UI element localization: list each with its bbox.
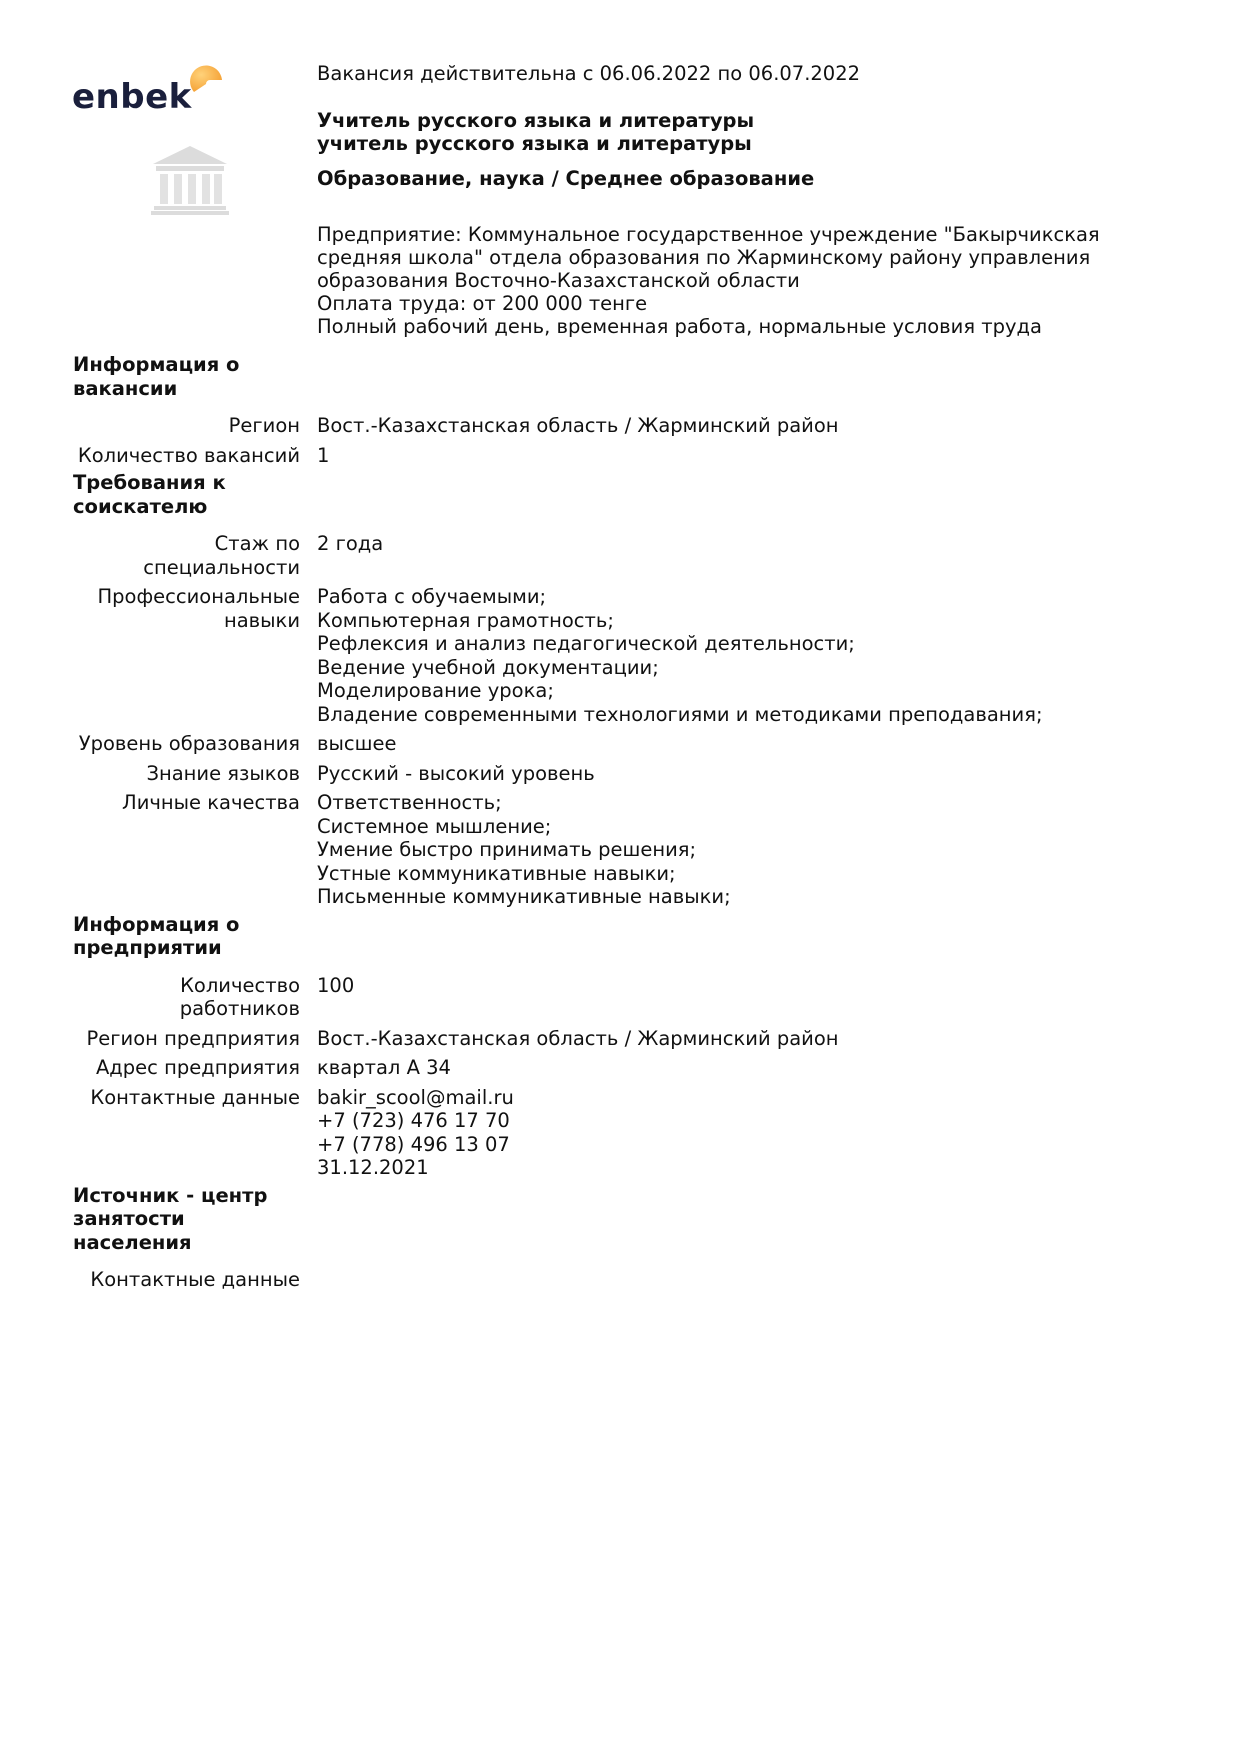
field-value: 1 <box>317 443 330 467</box>
field-label: Личные качества <box>122 791 300 814</box>
list-item: Письменные коммуникативные навыки; <box>317 885 731 908</box>
row-personal-qualities <box>73 791 1193 909</box>
section-title-requirements: Требования к соискателю <box>73 471 226 518</box>
list-item: Системное мышление; <box>317 814 552 838</box>
row-employees <box>73 974 1193 1021</box>
list-item: Ответственность; <box>317 791 502 814</box>
field-label: Стаж по специальности <box>143 532 300 579</box>
list-item: Умение быстро принимать решения; <box>317 838 697 861</box>
brand-wordmark: enbek <box>72 77 192 117</box>
list-item: Рефлексия и анализ педагогической деятельности; <box>317 632 855 655</box>
sun-logo-icon <box>190 62 226 98</box>
list-item: Компьютерная грамотность; <box>317 608 614 632</box>
field-value: Вост.-Казахстанская область / Жарминский район <box>317 1026 839 1050</box>
field-label: Количество вакансий <box>77 443 300 467</box>
row-company-address <box>73 1056 1193 1080</box>
qualities-list <box>317 791 731 909</box>
contact-phone: +7 (778) 496 13 07 <box>317 1132 510 1156</box>
row-education <box>73 732 1193 756</box>
vacancy-category: Образование, наука / Среднее образование <box>317 167 815 190</box>
list-item: Ведение учебной документации; <box>317 655 659 679</box>
contact-date: 31.12.2021 <box>317 1156 429 1179</box>
list-item: Устные коммуникативные навыки; <box>317 861 676 885</box>
field-label: Регион предприятия <box>86 1026 300 1050</box>
field-label: Адрес предприятия <box>95 1056 300 1079</box>
row-experience <box>73 532 1193 579</box>
vacancy-details <box>317 223 1197 338</box>
field-value: высшее <box>317 732 397 755</box>
field-label: Количество работников <box>179 973 300 1020</box>
schedule: Полный рабочий день, временная работа, нормальные условия труда <box>317 315 1042 338</box>
section-title-source: Источник - центр занятости населения <box>73 1183 268 1254</box>
row-vacancy-count <box>73 444 1193 468</box>
section-title-company: Информация о предприятии <box>73 912 240 959</box>
vacancy-header <box>317 62 1197 338</box>
contact-phone: +7 (723) 476 17 70 <box>317 1109 510 1132</box>
contacts-list <box>317 1086 514 1180</box>
employer-line: Предприятие: Коммунальное государственное учреждение "Бакырчикская <box>317 223 1100 246</box>
field-label: Профессиональные навыки <box>97 585 300 632</box>
field-value: Вост.-Казахстанская область / Жарминский район <box>317 414 839 437</box>
row-skills <box>73 585 1193 726</box>
field-value: 2 года <box>317 532 384 555</box>
row-company-contacts <box>73 1086 1193 1180</box>
field-label: Уровень образования <box>78 732 300 755</box>
employer-line: образования Восточно-Казахстанской области <box>317 269 800 292</box>
vacancy-title: Учитель русского языка и литературы <box>317 109 755 132</box>
vacancy-subtitle: учитель русского языка и литературы <box>317 132 752 155</box>
employer-line: средняя школа" отдела образования по Жарминскому району управления <box>317 246 1091 269</box>
institution-building-icon <box>151 144 229 216</box>
enbek-logo <box>72 60 232 120</box>
row-languages <box>73 762 1193 786</box>
list-item: Владение современными технологиями и методиками преподавания; <box>317 702 1043 726</box>
field-label: Знание языков <box>146 761 300 785</box>
contact-email[interactable]: bakir_scool@mail.ru <box>317 1085 514 1109</box>
section-title-vacancy-info: Информация о вакансии <box>73 353 240 400</box>
field-value: квартал А 34 <box>317 1056 451 1079</box>
row-region <box>73 414 1193 438</box>
field-label: Контактные данные <box>90 1268 300 1291</box>
skills-list <box>317 585 1043 726</box>
field-label: Контактные данные <box>90 1085 300 1109</box>
validity-period: Вакансия действительна с 06.06.2022 по 06.07.2022 <box>317 62 861 85</box>
field-label: Регион <box>228 414 300 437</box>
row-source-contacts <box>73 1268 1193 1292</box>
field-value: Русский - высокий уровень <box>317 761 595 785</box>
list-item: Моделирование урока; <box>317 679 554 702</box>
row-company-region <box>73 1027 1193 1051</box>
list-item: Работа с обучаемыми; <box>317 585 547 608</box>
field-value: 100 <box>317 973 355 997</box>
salary: Оплата труда: от 200 000 тенге <box>317 292 648 315</box>
vacancy-body <box>73 353 1193 1298</box>
